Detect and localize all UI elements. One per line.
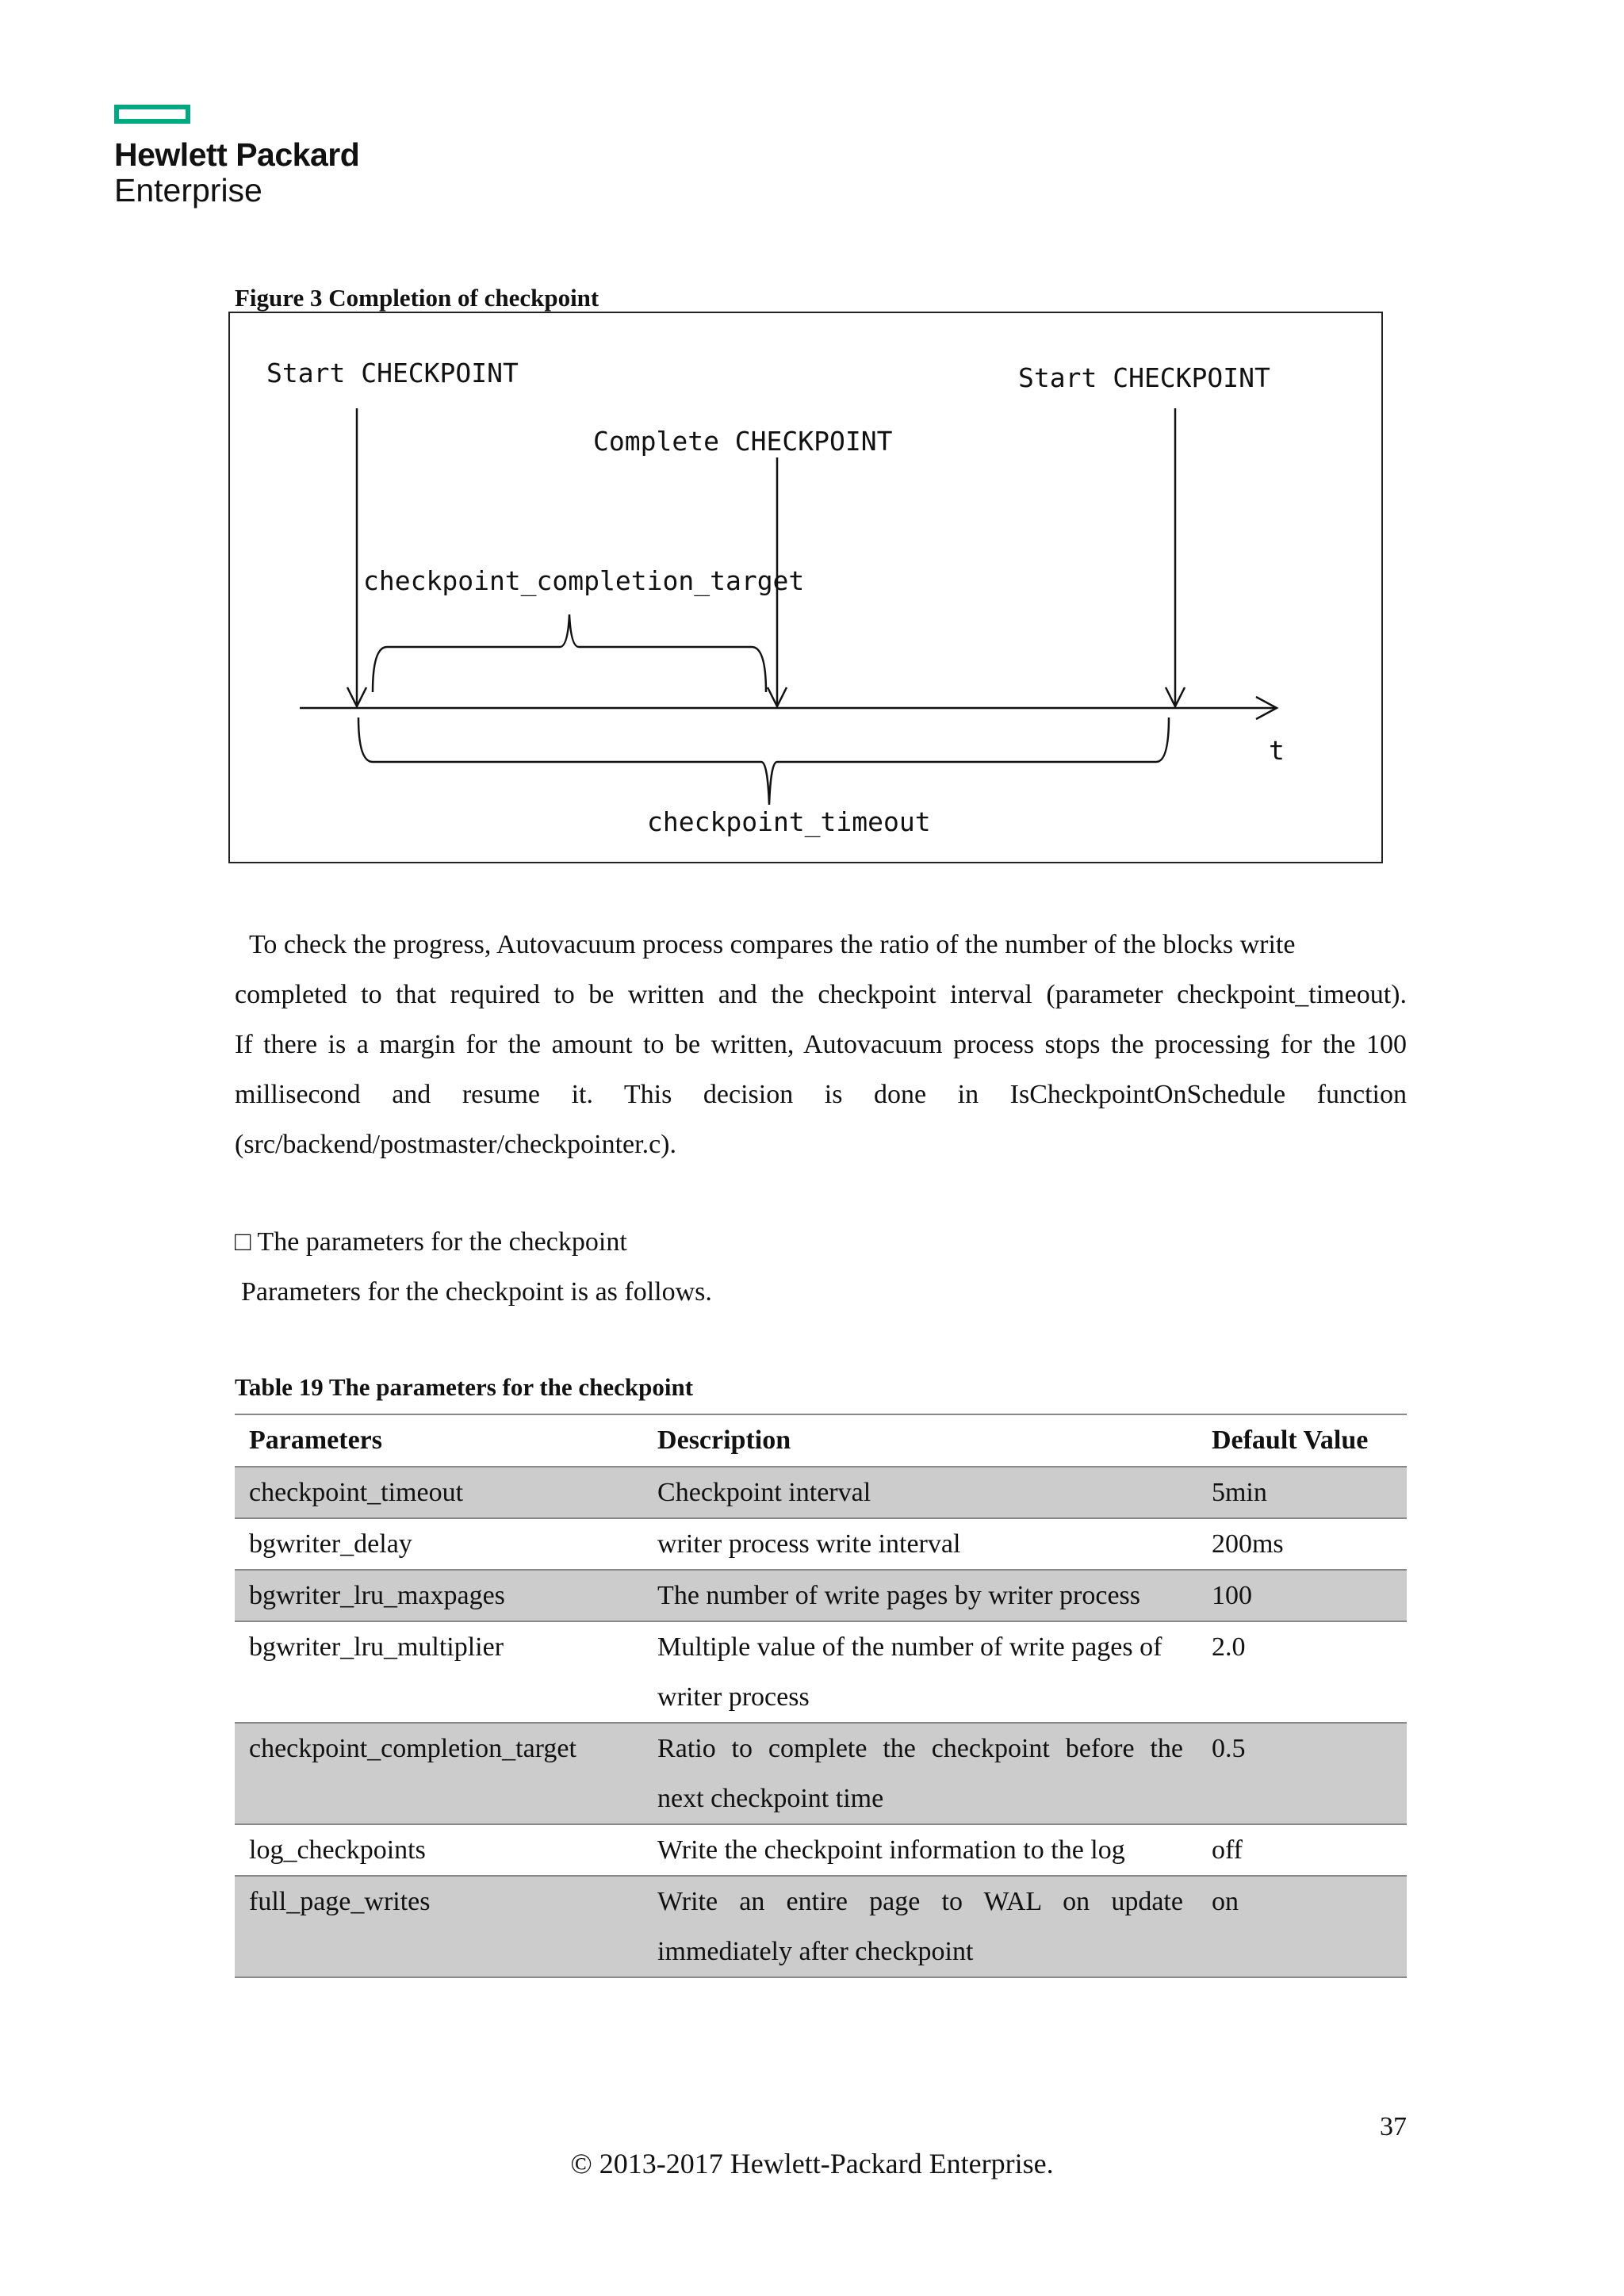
param-cell: full_page_writes [235, 1876, 643, 1977]
table-row [235, 1518, 1407, 1570]
paragraph-line: To check the progress, Autovacuum process compares the ratio of the number of the blocks write [249, 930, 1296, 959]
value-cell: 2.0 [1197, 1621, 1407, 1723]
start-checkpoint-left-label: Start CHECKPOINT [266, 358, 519, 388]
start-checkpoint-right-label: Start CHECKPOINT [1018, 362, 1270, 393]
hpe-logo-mark [114, 105, 190, 124]
paragraph-line: If there is a margin for the amount to be written, Autovacuum process stops the processing for the 100 [235, 1030, 1407, 1059]
param-cell: bgwriter_lru_multiplier [235, 1621, 643, 1723]
table-row [235, 1876, 1407, 1977]
logo-line-1: Hewlett Packard [114, 136, 360, 173]
desc-line: writer process [657, 1682, 810, 1712]
hpe-logo [114, 105, 359, 208]
desc-line: Write an entire page to WAL on update [657, 1887, 1183, 1916]
time-axis-label: t [1269, 735, 1285, 766]
paragraph-line: completed to that required to be written and the checkpoint interval (parameter checkpoint_timeout). [235, 980, 1407, 1009]
desc-line: Multiple value of the number of write pages of [657, 1632, 1162, 1662]
desc-cell [643, 1723, 1197, 1824]
desc-cell: The number of write pages by writer process [643, 1570, 1197, 1621]
desc-line: Ratio to complete the checkpoint before the [657, 1734, 1183, 1763]
value-cell: 200ms [1197, 1518, 1407, 1570]
checkpoint-parameters-table [235, 1414, 1407, 1978]
desc-cell: writer process write interval [643, 1518, 1197, 1570]
completion-target-brace [373, 614, 766, 692]
section-intro: Parameters for the checkpoint is as follows. [241, 1277, 712, 1307]
desc-line: next checkpoint time [657, 1784, 884, 1813]
checkpoint-timeout-label: checkpoint_timeout [647, 806, 931, 837]
table-row [235, 1824, 1407, 1876]
value-cell: 100 [1197, 1570, 1407, 1621]
figure-caption: Figure 3 Completion of checkpoint [235, 284, 599, 312]
desc-cell [643, 1621, 1197, 1723]
param-cell: checkpoint_completion_target [235, 1723, 643, 1824]
table-header-row [235, 1414, 1407, 1467]
desc-cell [643, 1876, 1197, 1977]
section-heading: □ The parameters for the checkpoint [235, 1227, 627, 1257]
table-row [235, 1723, 1407, 1824]
copyright-footer: © 2013-2017 Hewlett-Packard Enterprise. [570, 2148, 1054, 2179]
paragraph-line: millisecond and resume it. This decision is done in IsCheckpointOnSchedule function [235, 1080, 1407, 1109]
desc-cell: Write the checkpoint information to the log [643, 1824, 1197, 1876]
table-row [235, 1467, 1407, 1518]
logo-line-2: Enterprise [114, 172, 262, 209]
header-default-value: Default Value [1197, 1414, 1407, 1467]
paragraph-line: (src/backend/postmaster/checkpointer.c). [235, 1130, 676, 1159]
body-paragraph [235, 920, 1407, 1169]
param-cell: bgwriter_delay [235, 1518, 643, 1570]
table-row [235, 1570, 1407, 1621]
checkpoint-diagram [228, 312, 1383, 863]
table-caption: Table 19 The parameters for the checkpoint [235, 1373, 694, 1401]
value-cell: off [1197, 1824, 1407, 1876]
value-cell: on [1197, 1876, 1407, 1977]
value-cell: 0.5 [1197, 1723, 1407, 1824]
param-cell: bgwriter_lru_maxpages [235, 1570, 643, 1621]
header-description: Description [643, 1414, 1197, 1467]
header-parameters: Parameters [235, 1414, 643, 1467]
table-row [235, 1621, 1407, 1723]
desc-line: immediately after checkpoint [657, 1937, 974, 1966]
timeout-brace [358, 718, 1169, 805]
param-cell: checkpoint_timeout [235, 1467, 643, 1518]
param-cell: log_checkpoints [235, 1824, 643, 1876]
completion-target-label: checkpoint_completion_target [363, 565, 805, 596]
page-number: 37 [1380, 2112, 1407, 2141]
complete-checkpoint-label: Complete CHECKPOINT [593, 426, 893, 457]
desc-cell: Checkpoint interval [643, 1467, 1197, 1518]
value-cell: 5min [1197, 1467, 1407, 1518]
